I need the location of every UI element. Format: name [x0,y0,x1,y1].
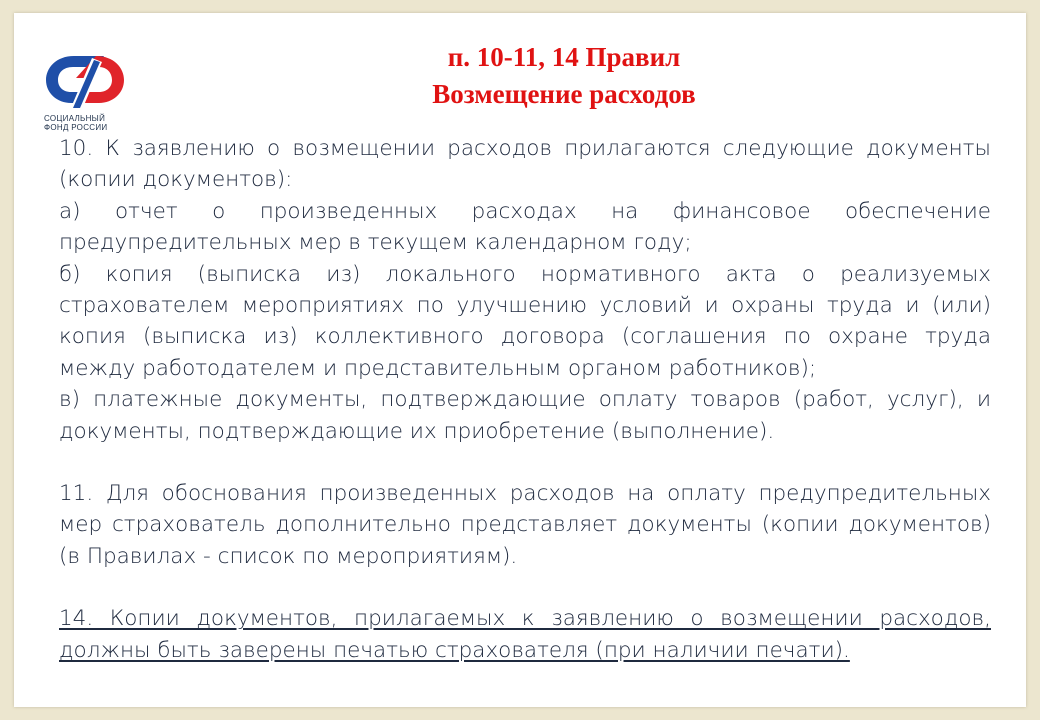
title-line-2: Возмещение расходов [432,79,696,109]
paragraph-14: 14. Копии документов, прилагаемых к заявлению о возмещении расходов, должны быть заверены печатью страхователя (при наличии печати). [59,606,991,663]
paragraph-10-intro: 10. К заявлению о возмещении расходов прилагаются следующие документы (копии документов): [59,136,991,193]
paragraph-10-v: в) платежные документы, подтверждающие оплату товаров (работ, услуг), и документы, подтверждающие их приобретение (выполнение). [59,387,991,444]
title-line-1: п. 10-11, 14 Правил [447,42,681,72]
logo-line-1: СОЦИАЛЬНЫЙ [44,114,106,123]
spacer [59,447,991,478]
paragraph-10-b: б) копия (выписка из) локального нормативного акта о реализуемых страхователем мероприятиях по улучшению условий и охраны труда и (или) копия (выписка из) коллективного договора (соглашения по охране труда между работодателем и представительным органом работников); [59,261,991,381]
slide-body [59,133,991,666]
paragraph-11: 11. Для обоснования произведенных расходов на оплату предупредительных мер страхователь дополнительно представляет документы (копии документов) (в Правилах - список по мероприятиям). [59,481,991,569]
sfr-logo-icon [40,48,130,114]
slide-page [14,13,1026,707]
paragraph-10-a: а) отчет о произведенных расходах на финансовое обеспечение предупредительных мер в текущем календарном году; [59,198,991,256]
slide-title [314,39,814,113]
logo-line-2: ФОНД РОССИИ [44,123,108,132]
logo-caption [44,114,107,132]
spacer [59,572,991,603]
